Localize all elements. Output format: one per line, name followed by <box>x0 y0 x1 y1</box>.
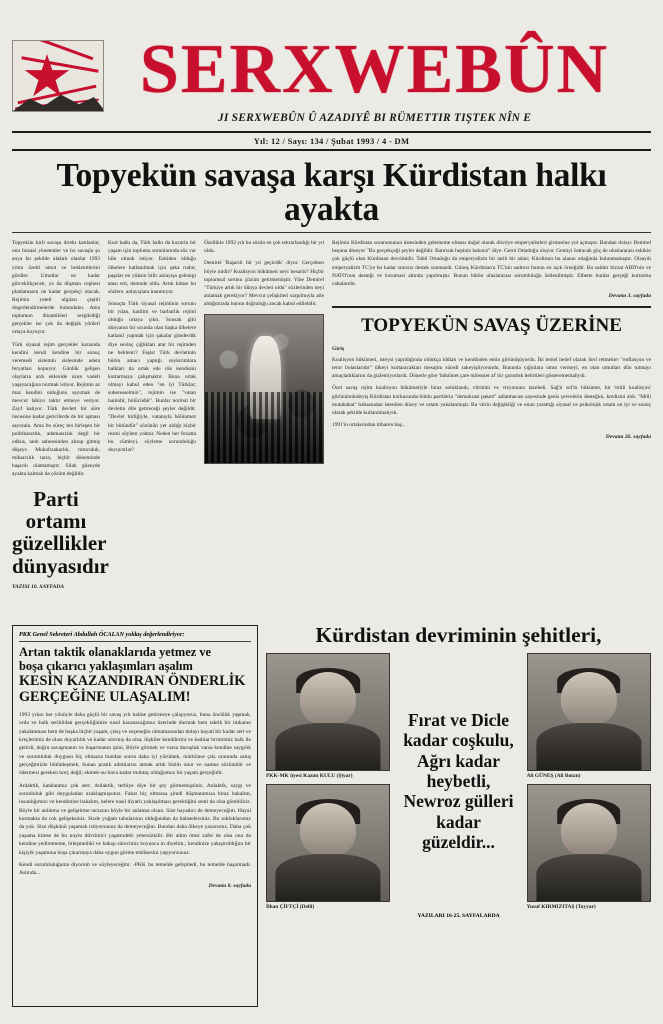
martyr-cell <box>266 653 390 779</box>
masthead-slogan: JI SERXWEBÛN Û AZADIYÊ BI RÜMETTIR TIŞTEK NÎN E <box>217 112 532 125</box>
headline-rule <box>12 232 651 233</box>
masthead <box>12 10 651 124</box>
teaser-heading: Parti ortamı güzellikler dünyasıdır <box>12 487 109 578</box>
martyrs-footer-note: YAZILARI 16-25. SAYFALARDA <box>417 912 500 919</box>
martyr-caption: İlhan ÇİFTÇİ (Delil) <box>266 903 315 910</box>
paragraph: 1991'in ortalarından itibaren baş... <box>332 421 406 428</box>
paragraph: Koalisyon hükümeti, isteysi yapıldığında oldukça iddialı ve kendinden emin görünüşüyordu. İki temel hedef olarak ileri retmekte: "enflasyon ve teror bolaslarıdır" ülkeyi kurtaracakları mesajını süredi sakeyişliyorundu. Bununla yığınlara umut vermeyi, en olan umutları dün tutmayı amaçladıklarını da gizlemiyorlardı. Dönerle göre 'hükümet çare milessier al' bir çarısıbık belirtileri gösterememaliydi. <box>332 357 651 380</box>
teaser-byline: YAZISI 10. SAYFADA <box>12 583 65 590</box>
martyr-cell <box>527 784 651 910</box>
top-section <box>12 239 651 619</box>
paragraph: Kurt halkı da, Türk halkı da huzurlu bir yaşam için topluma sorunlarında söz var hile olmak istiyor. Eskiden olduğu ülkelere katlanılmak için şaka rudur, paşalar en yüksin bilir anlayışa gelenigi atası etti, demode oldu. Artık kimse bu sözlere, anlayışlara inanmıyor. <box>108 240 196 295</box>
paragraph: Kendi sorumluluğuma diyorum ve söyleyeceğim: -PKK bu temelde gelişmedi, bu temelde başarmadı. Aslında... <box>19 861 251 877</box>
paragraph: Özellikle 1992 yılı bu sözün en çok tekrarlandığı bir yıl oldu. <box>204 240 324 255</box>
paragraph: Sonuçta Türk siyasal rejiminin sorunu bir yılan, katilim ve barbarlık rejimi olduğu ortaya çıktı. Sonsak gibi dünyanın bir ucunda olan başka ülkelere katlanıl yapmak için şakalar gönderdik diye sevinç çığlıkları atar bir rejimden ne beklenir? Faşist Türk devletinin bütün amacı yaptığı soykırımlara halkları da ortak ede rök kendisini kurtarmaya çalışmaktır. Buna ortak olmayı kabul eden "en iyi Türklar; suberesselmin", rejimin ise "vatan hainidir, bölücüdür". Bunlar normal bir devletin dile getireceği şeyler değildir. "Devlet birliğiyle, vatanıyla bölünmez bir bütündür" sözünün yer aldığı hiçbir resmi söylem yoktur. Neden her fırsatta bu cümleyi, söyleme zorunduluğu duyuyorlar? <box>108 300 196 453</box>
ocalan-headline-line1: Artan taktik olanaklarıda yetmez ve <box>19 645 212 660</box>
martyrs-title: Kürdistan devriminin şehitleri, <box>315 623 602 648</box>
martyr-cell <box>527 653 651 779</box>
ocalan-article <box>12 625 258 1007</box>
ocalan-headline-line3: KESİN KAZANDIRAN ÖNDERLİK <box>19 672 246 689</box>
issue-info: Yıl: 12 / Sayı: 134 / Şubat 1993 / 4 - DM <box>12 136 651 151</box>
article-column-2 <box>108 239 196 619</box>
portrait-photo-icon <box>527 784 651 902</box>
paragraph: Topyekün kirli savaşa direkt katılanlar, onu buzaal yönetenler ve bu savaşla şu anya bu şekilde alakalı olanlar 1993 yılını özelti umut ve beklentilerini gördler. Umutlar ne kadar görceklikçecek, ya da düşman cephesi planlamazın ne kadar gerçekçi olacak. Rejimin yeteli algıları çeşitli dogerlendirmelerde bulunduku. Ama toplumun dinamikleri sergilediği gerçekler ise çok da değişik yönleri ortaya koyuyor. <box>12 240 100 336</box>
martyrs-section <box>266 625 651 1007</box>
paragraph: Demirel 'Başarılı bir yıl geçirdik' diyor. Gerçekten böyle midir? Koalisyon hükümeti neyi hesardı? Hiçbir toplumsal sorunu çözüm getirmemiştir. Yine Demirel "Türkiye artık bir dünya devleti oldu" sözlerinden neyi anlamak gerekiyor? Mevcut çelişkileri sarpılmıyla aile aldığımızda bunun doğruluğu ancak kabul edilebilir. <box>204 260 324 307</box>
continuation-note: Devamı 8. sayfada <box>208 882 251 889</box>
main-headline: Topyekün savaşa karşı Kürdistan halkı ayakta <box>56 157 607 228</box>
paragraph: Rejimin Kürdistan sorunununun üstesinden gelememe olması doğal olarak düvriye emperyalistleri girmesine yol açmıştır. Bundan dolayı Demirel boşuna dmeyor "Bu gerçekçeği şeyler değildir. Batırısık hepiniz bahınız" diye. Gerni Ortadoğu oluyor. Gemiyi östracak güç de uluslararası eskikin çok güçlü olan Kürdistan devrimidir. Tabii Ortadoğu da emperyalizm bir tarih bir adaır; Kürdistan bu alanın odağında bulunmamıştır. Olsaydı emperyalizm TC'ye bu kadar sınırsız destek sunmazdı. Günoş Kürdistan'a TC'nin sadırısı bunun en açık örneğidir. Bu saldırı bizzat ABD'nin ve NATO'nun desteği ve korumasi altında yapılmıştır. Bunun bütün uluslararası sorumluluğu üstlenilmiştir. Elbette bunlar gerçeği kurtarma cabalarıdır. <box>332 240 651 287</box>
ocalan-headline-line2: boşa çıkarıcı yaklaşımları aşalım <box>19 659 193 674</box>
martyr-caption: Yusuf KIRMIZITAŞ (Tayyar) <box>526 903 596 910</box>
paragraph: 1993 yılını her yönüyle daha güçlü bir savaş yılı haline getirmeye çalışıyoruz, buna öncülük yapmak, ordu ve halk serihlidan gerçekliğimize nasıl kazanacağımız üzerinde durmak hem taktik bir imkanın yakalanması hem de başka hiçbir yaşam, çıkış ve soçeneğin olmamasından dolayı hayati bir kadar sert ve kreçlerimiz de olası duyarlılık ve kadar sılırmış da olsa, ilişkiler kendilerini ve kadılar birimimiz halk ile getirdi, doğru savaşmanın ve başarmanın ipini, Böyle görmek ve varsa duruşluk varsa kendine saygılık ve sorumluluk duygusu hiç olmazsa bundan sonra daha iyi yürümek, mürkünse çıkı oranında sanış gerçeğimizle bütünleşmek, bunan pratik adımlarını atmak artık bizim onur ve namus sözünütür ve ödermesi gereken borç değil; ekmek-su-hava kadar muhtaç olduğumuz bir yaşam gerçeğidir. <box>19 711 251 777</box>
martyrs-poem: Fırat ve Dicle kadar coşkulu, Ağrı kadar heybetli, Newroz gülleri kadar güzeldir... <box>403 710 514 852</box>
martyr-caption: PKK-MK üyesi Kazım KULU (Şiyar) <box>266 772 353 779</box>
paragraph: Anlaktik, katalanmız çok sert. Anlaktik, terbiye diye bir şey görmemişsiniz. Anlaktik, saygı ve sorunluluk gibi duyguladan uzaklaşmışsınız. Fakat biç olmassa şimdi düşmanımıza biraz bakalım, insanlığımızı ve kendimize bakalım, nelere nasıl diyarlı yaklaşılması gerektiğini senti da olsa görebiliriz. Böyle bir anlıkma ve geliştirme tarzısını böyle bir anlatma olsun. Size hayadıcı de demeyeceğim. Hayal kurmakta da cok gelişeksiniz. Sizde yoğam tabularının olduğundan da bahsedersiniz. Bu tokluklarımız da yok. Size düşkünü yaşamak istiyorsunuz da demeyeceğim. Bundan daha ölkeye yazarsınız. Daha çok yaşama kimse de bu nuyiu düvrimici yaşamıdeki yetersizkilir. Bir adım ötesi zafer de olsa onu da kendine yedirememe, bileşmeiliki ve bakışı sürecimiz boyunca in diyelim.; kendinize yakıştırıldığını bir kişiyik yaşamına boşa çıkarmaya daha uygun görme tehlikesini yaşıyorsunuz. <box>19 782 251 856</box>
martyr-caption: Ali GÜNEŞ (Ali Botan) <box>526 772 581 779</box>
section-title-topyekun-savas-uzerine: TOPYEKÜN SAVAŞ ÜZERİNE <box>361 315 622 337</box>
section-intro-label: Giriş <box>332 345 345 352</box>
star-mountain-logo-icon: ★ <box>12 40 104 112</box>
ocalan-kicker: PKK Genel Sekreteri Abdullah ÖCALAN yoldaş değerlendiriyor: <box>19 631 251 642</box>
article-column-1 <box>12 239 109 619</box>
portrait-photo-icon <box>266 653 390 771</box>
ocalan-headline-line4: GERÇEĞİNE ULAŞALIM! <box>19 688 191 705</box>
article-column-4 <box>332 239 651 619</box>
martyrs-poem-cell <box>396 653 520 910</box>
masthead-rule <box>12 131 651 133</box>
rally-photo <box>204 314 324 464</box>
paragraph: Özel savaş rejim koalisyon hükümetiyle biraz soluklandı, vitrinini ve vizyonunu tazeledi. Sağ'lı sol'lu hükümet, bir 'milli koalisyon' görünümündeyiş Kürdistan korkusunda bütün partilerin "demokrasi paketi" adlatmacası sayesinde genis çevrelerin desteğini, kredisini aldı. "Milli mutabakat" babasından istenilen düzey ve ortam yakalanmıştı. Bu vitrin değişikliği ve onun yarattığı siyasal ve psikolojik ortam en iyi ve sonuç olarak şekilde kullanılmalıydı. <box>332 385 651 416</box>
article-column-3 <box>204 239 324 619</box>
continuation-note: Devamı 26. sayfada <box>605 434 651 440</box>
portrait-photo-icon <box>527 653 651 771</box>
martyr-cell <box>266 784 390 910</box>
portrait-photo-icon <box>266 784 390 902</box>
bottom-section <box>12 625 651 1007</box>
continuation-note: Devamı 3. sayfada <box>608 292 651 299</box>
paragraph: Türk siyasal rejim gerçekler karaında kendini kendi kendine bir sonuç veremedi sistemin sislesinde adeta feryatları kopuyor. Günlük gelişen olayların ardı eklenide uzun vadeli yaşayacağına normak istiyor. Rejimin az maz kendini oldoğunu sayımak de mevcut labiyo taktır etmeye veriyor. Zayf kalıyor. Türk devleti bir süre öncesine kadar gericilerde de bir aşması sayoralu. Ama bu süreç ten birleşen bir politikasızlık, adamasızlık degil bir odkus, tanh sahnesinden alınıp gitmiş düşeys Muhafızakarlık, tutuculuk, mikarcılık tarın, hiçbir döneminde başarılı olamamıştır. Silah güzeyde ayakta kalmak da çözüm değildir. <box>12 341 100 478</box>
page-title: SERXWEBÛN <box>139 31 610 108</box>
